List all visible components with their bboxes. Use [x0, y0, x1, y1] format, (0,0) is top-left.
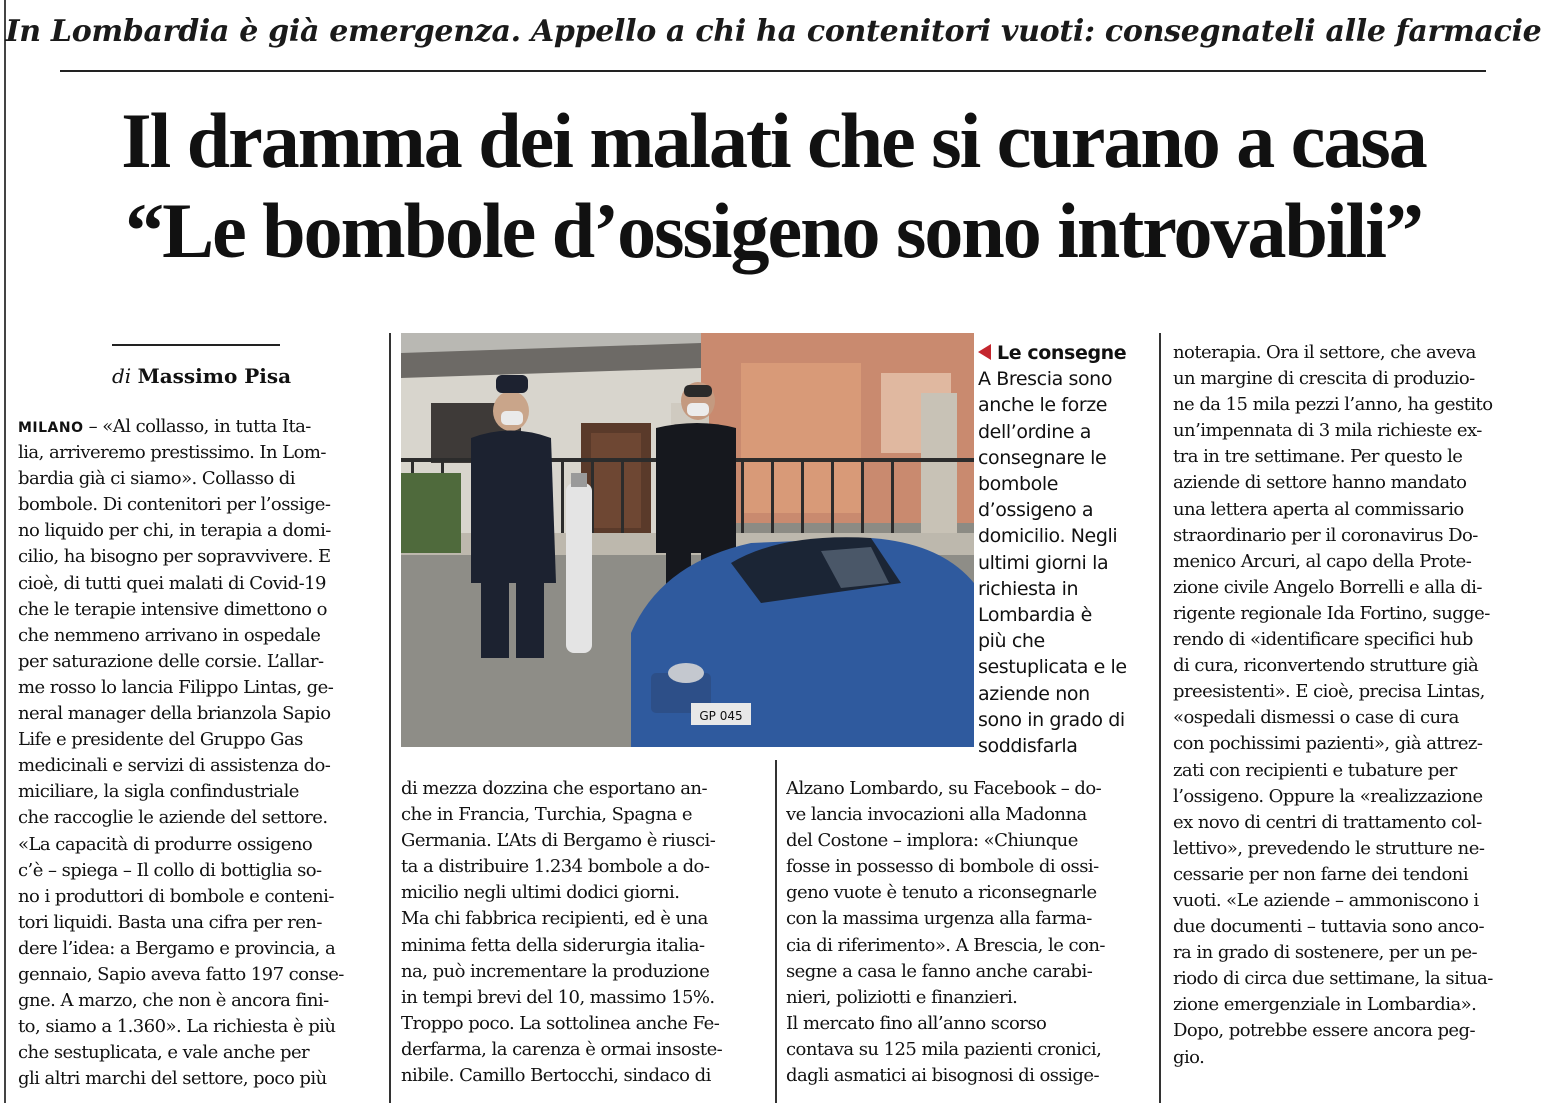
article-column-3	[786, 776, 1146, 1089]
text-line: me rosso lo lancia Filippo Lintas, ge-	[18, 676, 334, 698]
text-line: Dopo, potrebbe essere ancora peg-	[1173, 1020, 1476, 1042]
caption-line: consegnare le	[978, 446, 1107, 469]
article-column-4	[1173, 340, 1535, 1071]
caption-line: soddisfarla	[978, 735, 1078, 758]
text-line: che le terapie intensive dimettono o	[18, 598, 327, 620]
column-divider	[775, 760, 777, 1103]
text-line: no liquido per chi, in terapia a domi-	[18, 520, 331, 542]
text-line: due documenti – tuttavia sono anco-	[1173, 916, 1484, 938]
headline-line-1: Il dramma dei malati che si curano a casa	[121, 97, 1426, 184]
text-line: zione civile Angelo Borrelli e alla di-	[1173, 576, 1482, 598]
caption-line: d’ossigeno a	[978, 499, 1094, 522]
caption-line: sono in grado di	[978, 708, 1125, 731]
text-line: Alzano Lombardo, su Facebook – do-	[786, 778, 1102, 799]
text-line: MILANO – «Al collasso, in tutta Ita-	[18, 416, 311, 437]
caption-title-text: Le consegne	[997, 342, 1127, 364]
text-line: nieri, poliziotti e finanzieri.	[786, 986, 1018, 1008]
text-line: menico Arcuri, al capo della Prote-	[1173, 550, 1472, 572]
text-line: zati con recipienti e tubature per	[1173, 759, 1457, 781]
text-line: Life e presidente del Gruppo Gas	[18, 729, 303, 751]
byline-rule	[112, 344, 280, 346]
text-line: un’impennata di 3 mila richieste ex-	[1173, 420, 1482, 442]
text-line: nibile. Camillo Bertocchi, sindaco di	[401, 1065, 711, 1087]
text-line: che sestuplicata, e vale anche per	[18, 1042, 310, 1064]
text-line: che raccoglie le aziende del settore.	[18, 807, 328, 829]
text-line: dagli asmatici ai bisognosi di ossige-	[786, 1065, 1099, 1087]
caption-line: domicilio. Negli	[978, 525, 1118, 548]
text-line: «La capacità di produrre ossigeno	[18, 833, 313, 855]
caption-line: ultimi giorni la	[978, 551, 1109, 574]
text-line: cia di riferimento». A Brescia, le con-	[786, 934, 1105, 956]
police-delivery-photo	[401, 333, 974, 747]
article-column-1	[18, 414, 386, 1092]
text-line: miciliare, la sigla confindustriale	[18, 781, 299, 803]
text-line: per saturazione delle corsie. L’allar-	[18, 650, 324, 672]
text-line: gennaio, Sapio aveva fatto 197 conse-	[18, 963, 344, 985]
text-line: l’ossigeno. Oppure la «realizzazione	[1173, 785, 1483, 807]
caption-line: dell’ordine a	[978, 420, 1092, 443]
text-line: bombole. Di contenitori per l’ossige-	[18, 494, 331, 516]
text-line: cioè, di tutti quei malati di Covid-19	[18, 572, 326, 594]
caption-line: bombole	[978, 473, 1059, 496]
text-line: micilio negli ultimi dodici giorni.	[401, 882, 680, 904]
dateline: MILANO	[18, 420, 84, 436]
kicker-rule	[60, 70, 1486, 72]
text-line: aziende di settore hanno mandato	[1173, 472, 1467, 494]
text-line: con la massima urgenza alla farma-	[786, 908, 1092, 930]
text-line: zione emergenziale in Lombardia».	[1173, 994, 1477, 1016]
text-line: bardia già ci siamo». Collasso di	[18, 468, 295, 490]
text-line: medicinali e servizi di assistenza do-	[18, 755, 331, 777]
text-line: gli altri marchi del settore, poco più	[18, 1068, 327, 1090]
text-line: c’è – spiega – Il collo di bottiglia so-	[18, 859, 322, 881]
caption-line: anche le forze	[978, 394, 1108, 417]
text-line: na, può incrementare la produzione	[401, 960, 710, 982]
text-line: geno vuote è tenuto a riconsegnarle	[786, 882, 1097, 904]
text-line: vuoti. «Le aziende – ammoniscono i	[1173, 889, 1479, 911]
photo-caption	[978, 340, 1158, 759]
text-line: riodo di circa due settimane, la situa-	[1173, 968, 1493, 990]
text-line: ex novo di centri di trattamento col-	[1173, 811, 1482, 833]
text-line: straordinario per il coronavirus Do-	[1173, 524, 1478, 546]
byline-author: Massimo Pisa	[137, 364, 292, 388]
text-line: «ospedali dismessi o case di cura	[1173, 707, 1459, 729]
text-line: con pochissimi pazienti», già attrez-	[1173, 733, 1483, 755]
text-line: gio.	[1173, 1046, 1205, 1068]
text-line: tori liquidi. Basta una cifra per ren-	[18, 911, 322, 933]
column-divider	[1159, 333, 1161, 1103]
text-line: del Costone – implora: «Chiunque	[786, 830, 1078, 852]
headline-line-2: “Le bombole d’ossigeno sono introvabili”	[125, 187, 1422, 274]
text-line: derfarma, la carenza è ormai insoste-	[401, 1038, 723, 1060]
caption-line: più che	[978, 630, 1045, 653]
text-line: preesistenti». E cioè, precisa Lintas,	[1173, 681, 1485, 703]
text-line: cilio, ha bisogno per sopravvivere. E	[18, 546, 331, 568]
text-line: tra in tre settimane. Per questo le	[1173, 446, 1463, 468]
caption-title	[978, 340, 1158, 366]
text-line: to, siamo a 1.360». La richiesta è più	[18, 1016, 336, 1038]
text-line: Ma chi fabbrica recipienti, ed è una	[401, 908, 708, 930]
text-line: noterapia. Ora il settore, che aveva	[1173, 342, 1476, 363]
plate-text: GP 045	[699, 709, 743, 723]
text-line: Il mercato fino all’anno scorso	[786, 1012, 1047, 1034]
caption-line: sestuplicata e le	[978, 656, 1127, 679]
caption-text	[978, 366, 1158, 759]
text-line: fosse in possesso di bombole di ossi-	[786, 856, 1099, 878]
text-line: lettivo», prevedendo le strutture ne-	[1173, 837, 1485, 859]
text-line: contava su 125 mila pazienti cronici,	[786, 1038, 1102, 1060]
caption-arrow-icon	[978, 344, 991, 360]
article-photo	[401, 333, 974, 747]
text-line: che nemmeno arrivano in ospedale	[18, 624, 321, 646]
text-line: segne a casa le fanno anche carabi-	[786, 960, 1093, 982]
text-line: ne da 15 mila pezzi l’anno, ha gestito	[1173, 394, 1493, 416]
kicker: In Lombardia è già emergenza. Appello a chi ha contenitori vuoti: consegnateli alle farmacie	[5, 14, 1542, 49]
column-divider	[389, 333, 391, 1103]
text-line: ra in grado di sostenere, per un pe-	[1173, 942, 1478, 964]
text-line: in tempi brevi del 10, massimo 15%.	[401, 986, 715, 1008]
text-line: Troppo poco. La sottolinea anche Fe-	[401, 1012, 720, 1034]
byline-prefix: di	[112, 364, 132, 388]
text-line: gne. A marzo, che non è ancora fini-	[18, 990, 329, 1012]
text-line: di mezza dozzina che esportano an-	[401, 778, 707, 799]
text-line: di cura, riconvertendo strutture già	[1173, 655, 1479, 677]
text-line: minima fetta della siderurgia italia-	[401, 934, 705, 956]
text-line: rigente regionale Ida Fortino, sugge-	[1173, 602, 1490, 624]
text-line: lia, arriveremo prestissimo. In Lom-	[18, 442, 326, 464]
text-line: no i produttori di bombole e conteni-	[18, 885, 334, 907]
caption-line: A Brescia sono	[978, 368, 1113, 391]
byline	[112, 364, 291, 388]
article-column-2	[401, 776, 771, 1089]
text-line: che in Francia, Turchia, Spagna e	[401, 804, 693, 826]
text-line: un margine di crescita di produzio-	[1173, 368, 1475, 390]
text-line: ve lancia invocazioni alla Madonna	[786, 804, 1087, 826]
text-line: una lettera aperta al commissario	[1173, 498, 1464, 520]
caption-line: richiesta in	[978, 577, 1079, 600]
text-line: ta a distribuire 1.234 bombole a do-	[401, 856, 710, 878]
text-line: cessarie per non farne dei tendoni	[1173, 863, 1469, 885]
caption-line: aziende non	[978, 682, 1090, 705]
text-line: rendo di «identificare specifici hub	[1173, 629, 1473, 651]
caption-line: Lombardia è	[978, 604, 1092, 627]
text-line: neral manager della brianzola Sapio	[18, 703, 331, 725]
text-line: dere l’idea: a Bergamo e provincia, a	[18, 937, 336, 959]
text-line: Germania. L’Ats di Bergamo è riusci-	[401, 830, 716, 852]
